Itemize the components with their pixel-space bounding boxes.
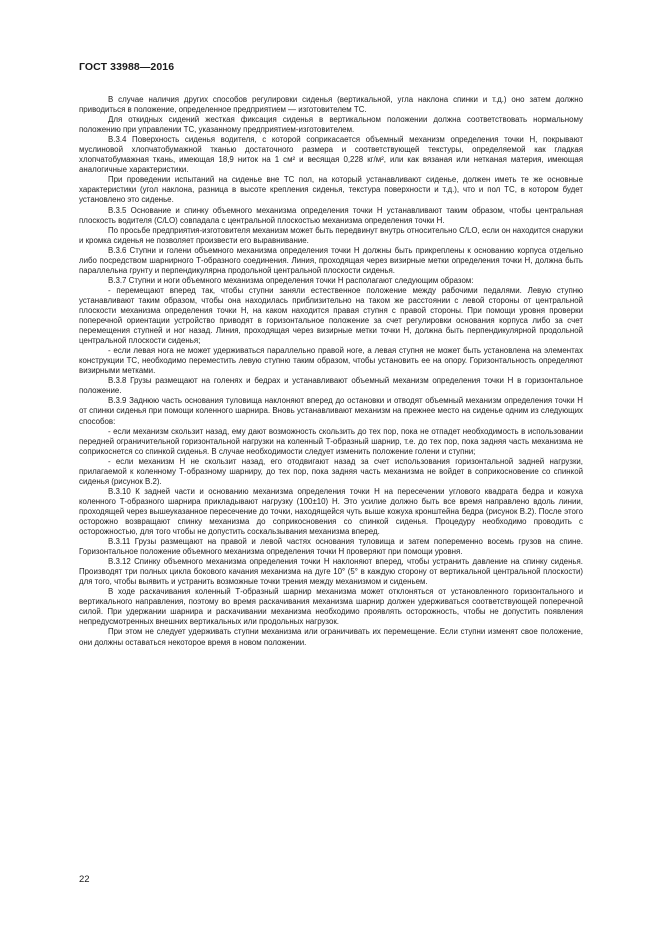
paragraph: В случае наличия других способов регулировки сиденья (вертикальной, угла наклона спинки и т.д.) оно затем должно приводиться в положение, определенное предприятием — изготовителем ТС. — [79, 95, 583, 115]
paragraph: В.3.4 Поверхность сиденья водителя, с которой соприкасается объемный механизм определения точки Н, покрывают муслиновой хлопчатобумажной тканью достаточного размера и соответствующей текстуры, определяемой как гладкая хлопчатобумажная ткань, имеющая 18,9 ниток на 1 см² и весящая 0,228 кг/м², или как вязаная или нетканая материя, имеющая аналогичные характеристики. — [79, 135, 583, 175]
paragraph: - если механизм скользит назад, ему дают возможность скользить до тех пор, пока не отпадет необходимость в использовании передней ограничительной горизонтальной нагрузки на коленный Т-образный шарнир, т.е. до тех пор, пока задняя часть механизма не соприкоснется со спинкой сиденья. В случае необходимости следует изменить положение голени и ступни; — [79, 426, 583, 456]
paragraph: - если механизм Н не скользит назад, его отодвигают назад за счет использования горизонтальной задней нагрузки, прилагаемой к коленному Т-образному шарниру, до тех пор, пока задняя часть механизма не войдет в соприкосновение со спинкой сиденья (рисунок В.2). — [79, 456, 583, 486]
paragraph: По просьбе предприятия-изготовителя механизм может быть передвинут внутрь относительно С/LO, если он находится снаружи и кромка сиденья не позволяет произвести его выравнивание. — [79, 225, 583, 245]
paragraph: - если левая нога не может удерживаться параллельно правой ноге, а левая ступня не может быть установлена на элементах конструкции ТС, необходимо переместить левую ступню таким образом, чтобы установить ее на опору. Горизонтальность определяют визирными метками. — [79, 346, 583, 376]
paragraph: В.3.10 К задней части и основанию механизма определения точки Н на пересечении углового квадрата бедра и кожуха коленного Т-образного шарнира прикладывают нагрузку (100±10) Н. Это усилие должно быть все время направлено вдоль линии, проходящей через вышеуказанное пересечение до точки, находящейся чуть выше кожуха кронштейна бедра (рисунок В.2). После этого осторожно возвращают спинку механизма до соприкосновения со спинкой сиденья. Процедуру необходимо проводить с осторожностью, для того чтобы не допустить соскальзывания механизма вперед. — [79, 486, 583, 537]
paragraph: В.3.6 Ступни и голени объемного механизма определения точки Н должны быть прикреплены к основанию корпуса отдельно либо посредством шарнирного Т-образного соединения. Линия, проходящая через визирные метки определения точки Н, должна быть параллельна грунту и перпендикулярна продольной центральной плоскости сиденья. — [79, 245, 583, 275]
paragraph: В.3.5 Основание и спинку объемного механизма определения точки Н устанавливают таким образом, чтобы центральная плоскость водителя (С/LO) совпадала с центральной плоскостью механизма определения точки Н. — [79, 205, 583, 225]
paragraph: В ходе раскачивания коленный Т-образный шарнир механизма может отклоняться от установленного горизонтального и вертикального направления, поэтому во время раскачивания механизма шарнир должен удерживаться соответствующей поперечной силой. При удержании шарнира и раскачивании механизма необходимо проявлять осторожность, чтобы не допустить появления непредусмотренных внешних вертикальных или продольных нагрузок. — [79, 587, 583, 627]
paragraph: В.3.11 Грузы размещают на правой и левой частях основания туловища и затем попеременно восемь грузов на спине. Горизонтальное положение объемного механизма определения точки Н проверяют при помощи уровня. — [79, 537, 583, 557]
paragraph: В.3.12 Спинку объемного механизма определения точки Н наклоняют вперед, чтобы устранить давление на спинку сиденья. Производят три полных цикла бокового качания механизма на дуге 10° (5° в каждую сторону от вертикальной центральной плоскости) для того, чтобы выявить и устранить возможные точки трения между механизмом и сиденьем. — [79, 557, 583, 587]
paragraph: - перемещают вперед так, чтобы ступни заняли естественное положение между рабочими педалями. Левую ступню устанавливают таким образом, чтобы она находилась приблизительно на таком же расстоянии с левой стороны от центральной плоскости механизма определения точки Н, на каком находится правая ступня с правой стороны. При помощи уровня проверки поперечной ориентации устройство приводят в горизонтальное положение за счет регулировки основания корпуса либо за счет перемещения ступней и ног назад. Линия, проходящая через визирные метки точки Н, должна быть перпендикулярной продольной центральной плоскости сиденья; — [79, 285, 583, 346]
paragraph: В.3.8 Грузы размещают на голенях и бедрах и устанавливают объемный механизм определения точки Н в горизонтальное положение. — [79, 376, 583, 396]
standard-title: ГОСТ 33988—2016 — [79, 61, 175, 73]
paragraph: При проведении испытаний на сиденье вне ТС пол, на который устанавливают сиденье, должен иметь те же основные характеристики (угол наклона, разница в высоте крепления сиденья, текстура поверхности и т.д.), что и пол ТС, в котором будет установлено это сиденье. — [79, 175, 583, 205]
paragraph: Для откидных сидений жесткая фиксация сиденья в вертикальном положении должна соответствовать нормальному положению при управлении ТС, указанному предприятием-изготовителем. — [79, 115, 583, 135]
paragraph: В.3.9 Заднюю часть основания туловища наклоняют вперед до остановки и отводят объемный механизм определения точки Н от спинки сиденья при помощи коленного шарнира. Вновь устанавливают механизм на прежнее место на сиденье одним из следующих способов: — [79, 396, 583, 426]
page-number: 22 — [79, 874, 90, 885]
paragraph: При этом не следует удерживать ступни механизма или ограничивать их перемещение. Если ступни изменят свое положение, они должны оставаться некоторое время в новом положении. — [79, 627, 583, 647]
document-body — [79, 95, 583, 648]
paragraph: В.3.7 Ступни и ноги объемного механизма определения точки Н располагают следующим образом: — [108, 275, 474, 285]
